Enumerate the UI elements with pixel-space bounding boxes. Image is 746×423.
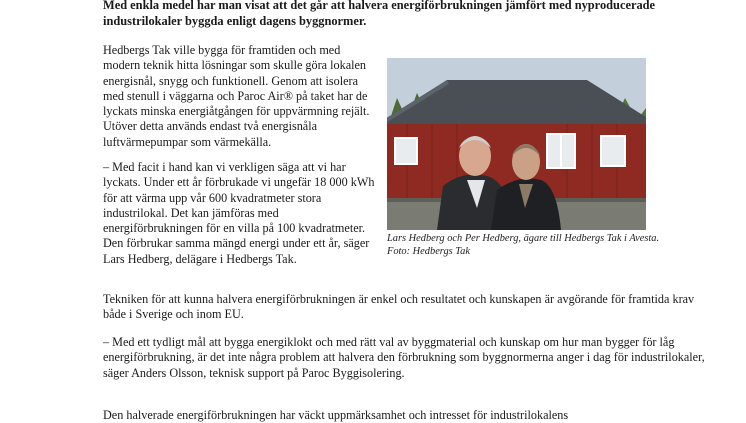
photo-credit: Foto: Hedbergs Tak bbox=[387, 246, 470, 257]
caption-text: Lars Hedberg och Per Hedberg, ägare till Hedbergs Tak i Avesta. bbox=[387, 233, 660, 244]
body-paragraph-4: – Med ett tydligt mål att bygga energiklokt och med rätt val av byggmaterial och kunskap om hur man bygger för låg energiförbrukning, är det inte några problem att halvera den förbrukning som byggnormerna anger i dag för industrilokaler, säger Anders Olsson, teknisk support på Paroc Byggisolering. bbox=[103, 335, 705, 380]
body-paragraph-5: Den halverade energiförbrukningen har väckt uppmärksamhet och intresset för industrilokalens bbox=[103, 408, 569, 422]
body-paragraph-1: Hedbergs Tak ville bygga för framtiden och med modern teknik hitta lösningar som skulle göra lokalen energisnål, snygg och funktionell. Genom att isolera med stenull i väggarna och Paroc Air® på taket har de lyckats minska energiåtgången för uppvärmning rejält. Utöver detta används endast två energisnåla luftvärmepumpar som värmekälla. bbox=[103, 43, 370, 149]
article-photo bbox=[387, 58, 646, 230]
photo-illustration bbox=[387, 58, 646, 230]
body-paragraph-2: – Med facit i hand kan vi verkligen säga att vi har lyckats. Under ett år förbrukade vi ungefär 18 000 kWh för att värma upp vår 600 kvadratmeter stora industrilokal. Det kan jämföras med energiförbrukningen för en villa på 100 kvadratmeter. Den förbrukar samma mängd energi under ett år, säger Lars Hedberg, delägare i Hedbergs Tak. bbox=[103, 160, 375, 266]
lead-paragraph: Med enkla medel har man visat att det går att halvera energiförbrukningen jämfört med nyproducerade industrilokaler byggda enligt dagens byggnormer. bbox=[103, 0, 656, 28]
body-paragraph-3: Tekniken för att kunna halvera energiförbrukningen är enkel och resultatet och kunskapen är avgörande för framtida krav både i Sverige och inom EU. bbox=[103, 292, 695, 322]
photo-caption bbox=[387, 232, 662, 258]
